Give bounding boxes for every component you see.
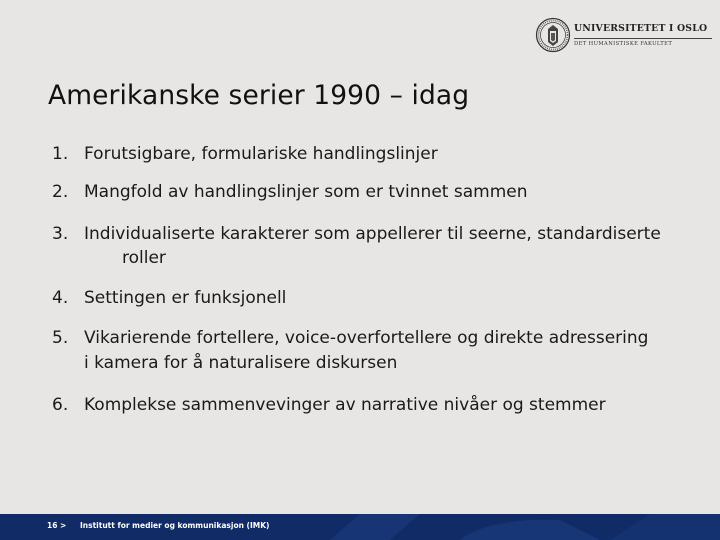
list-item-5 bbox=[52, 327, 712, 375]
university-logo[interactable] bbox=[535, 16, 715, 56]
footer-institution: Institutt for medier og kommunikasjon (IMK) bbox=[80, 521, 270, 530]
logo-title: UNIVERSITETET I OSLO bbox=[574, 23, 708, 34]
list-text: Mangfold av handlingslinjer som er tvinnet sammen bbox=[84, 182, 528, 202]
list-text: Individualiserte karakterer som appellerer til seerne, standardiserte bbox=[84, 224, 661, 244]
list-number: 3. bbox=[52, 224, 69, 244]
list-number: 1. bbox=[52, 144, 69, 164]
list-number: 4. bbox=[52, 288, 69, 308]
page-number: 16 > bbox=[47, 521, 67, 530]
list-text-continued: i kamera for å naturalisere diskursen bbox=[84, 353, 398, 373]
logo-text bbox=[574, 23, 714, 47]
list-item-3 bbox=[52, 223, 712, 271]
logo-subtitle: DET HUMANISTISKE FAKULTET bbox=[574, 38, 712, 47]
slide-title: Amerikanske serier 1990 – idag bbox=[48, 80, 470, 111]
list-number: 6. bbox=[52, 395, 69, 415]
list-number: 5. bbox=[52, 328, 69, 348]
footer-bar bbox=[0, 514, 720, 540]
list-number: 2. bbox=[52, 182, 69, 202]
list-text: Komplekse sammenvevinger av narrative nivåer og stemmer bbox=[84, 395, 606, 415]
list-text: Forutsigbare, formulariske handlingslinjer bbox=[84, 144, 438, 164]
university-seal-icon bbox=[535, 17, 571, 53]
list-text-continued: roller bbox=[122, 248, 166, 268]
list-text: Vikarierende fortellere, voice-overfortellere og direkte adressering bbox=[84, 328, 649, 348]
list-text: Settingen er funksjonell bbox=[84, 288, 287, 308]
